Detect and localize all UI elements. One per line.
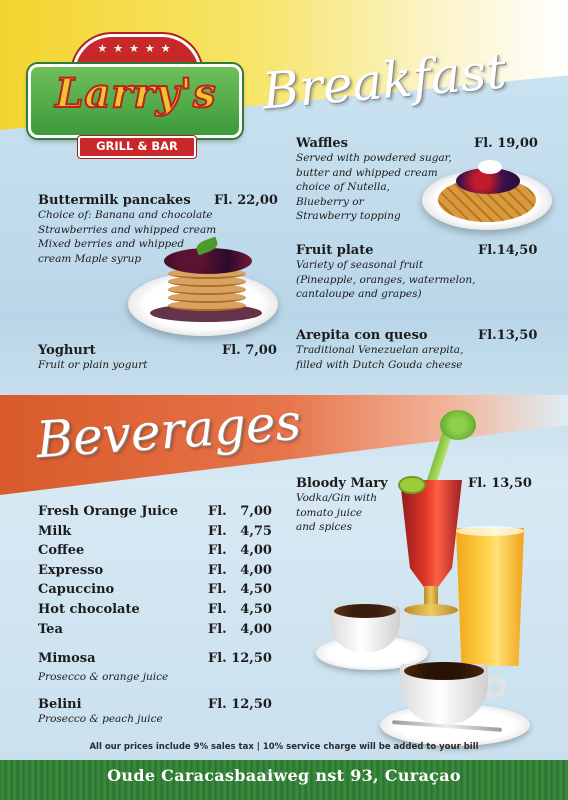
item-desc: Blueberry or [296, 195, 364, 208]
beverage-price: Fl. 4,50 [208, 601, 272, 617]
item-desc: Mixed berries and whipped [38, 238, 185, 250]
item-desc: Strawberry topping [296, 210, 401, 222]
beverage-row [38, 601, 272, 622]
item-desc: and spices [296, 521, 353, 533]
beverage-price: Fl. 4,00 [208, 562, 272, 578]
menu-item-mimosa [38, 651, 278, 685]
item-name: Belini [38, 697, 82, 712]
beverage-price: Fl. 4,00 [208, 543, 272, 559]
beverage-row [38, 543, 272, 563]
celery-leaf-image [440, 410, 476, 440]
beverage-name: Tea [38, 621, 63, 637]
beverage-name: Coffee [38, 543, 85, 559]
item-name: Arepita con queso [296, 328, 428, 343]
item-desc: tomato juice [296, 506, 363, 519]
item-desc: choice of Nutella, [296, 181, 390, 193]
item-price: Fl. 7,00 [222, 343, 277, 358]
item-desc: butter and whipped cream [296, 166, 438, 179]
beverage-name: Milk [38, 523, 72, 539]
item-desc: Variety of seasonal fruit [296, 259, 424, 271]
coffee-image [404, 662, 484, 680]
beverage-name: Capuccino [38, 582, 115, 598]
beverage-row [38, 504, 272, 524]
item-name: Buttermilk pancakes [38, 193, 191, 208]
logo-stars: ★★★★★ [97, 42, 177, 55]
item-desc: Served with powdered sugar, [296, 152, 452, 164]
beverage-row [38, 582, 272, 602]
item-price: Fl. 19,00 [474, 136, 538, 151]
item-price: Fl. 13,50 [468, 476, 532, 491]
beverage-price: Fl. 4,75 [208, 523, 272, 539]
beverage-name: Fresh Orange Juice [38, 504, 179, 519]
item-name: Yoghurt [38, 343, 96, 358]
item-name: Mimosa [38, 651, 96, 666]
item-price: Fl.13,50 [478, 328, 538, 343]
item-desc: Choice of: Banana and chocolate [38, 209, 213, 221]
logo-name: Larry's [55, 70, 217, 117]
menu-item-waffles [296, 136, 536, 224]
item-price: Fl. 12,50 [208, 697, 272, 712]
beverage-price: Fl. 4,00 [208, 621, 272, 637]
beverage-list [38, 504, 272, 641]
item-name: Bloody Mary [296, 476, 388, 491]
item-desc: Vodka/Gin with [296, 492, 377, 504]
beverage-name: Hot chocolate [38, 601, 140, 617]
breakfast-heading: Breakfast [259, 41, 509, 121]
item-desc: cream Maple syrup [38, 252, 142, 265]
menu-item-yoghurt [38, 343, 278, 373]
item-desc: (Pineapple, oranges, watermelon, [296, 273, 476, 286]
beverage-row [38, 562, 272, 583]
footer-address: Oude Caracasbaaiweg nst 93, Curaçao [107, 766, 461, 785]
item-desc: Prosecco & peach juice [38, 713, 163, 725]
beverage-name: Expresso [38, 562, 104, 578]
item-name: Waffles [296, 136, 348, 151]
item-name: Fruit plate [296, 243, 374, 258]
menu-item-fruit-plate [296, 243, 536, 302]
beverage-price: Fl. 4,50 [208, 582, 272, 598]
item-price: Fl. 22,00 [214, 193, 278, 208]
beverage-row [38, 523, 272, 544]
menu-item-pancakes [38, 193, 278, 266]
menu-item-belini [38, 697, 278, 727]
menu-item-bloody-mary [296, 476, 536, 535]
beverages-heading: Beverages [34, 392, 303, 470]
beverage-row [38, 621, 272, 642]
item-price: Fl. 12,50 [208, 651, 272, 666]
item-desc: Strawberries and whipped cream [38, 223, 217, 236]
menu-item-arepita [296, 328, 536, 372]
glass-base-image [404, 604, 458, 616]
tax-note: All our prices include 9% sales tax | 10% service charge will be added to your bill [89, 742, 479, 752]
logo-subtitle: GRILL & BAR [96, 139, 178, 153]
item-desc: Fruit or plain yogurt [38, 359, 148, 371]
item-desc: Prosecco & orange juice [38, 671, 169, 683]
tea-image [334, 604, 396, 618]
orange-juice-glass-image [456, 528, 524, 666]
item-desc: filled with Dutch Gouda cheese [296, 358, 463, 371]
item-desc: Traditional Venezuelan arepita, [296, 344, 464, 356]
item-price: Fl.14,50 [478, 243, 538, 258]
larrys-logo [24, 30, 244, 160]
item-desc: cantaloupe and grapes) [296, 288, 422, 300]
beverage-price: Fl. 7,00 [208, 504, 272, 519]
